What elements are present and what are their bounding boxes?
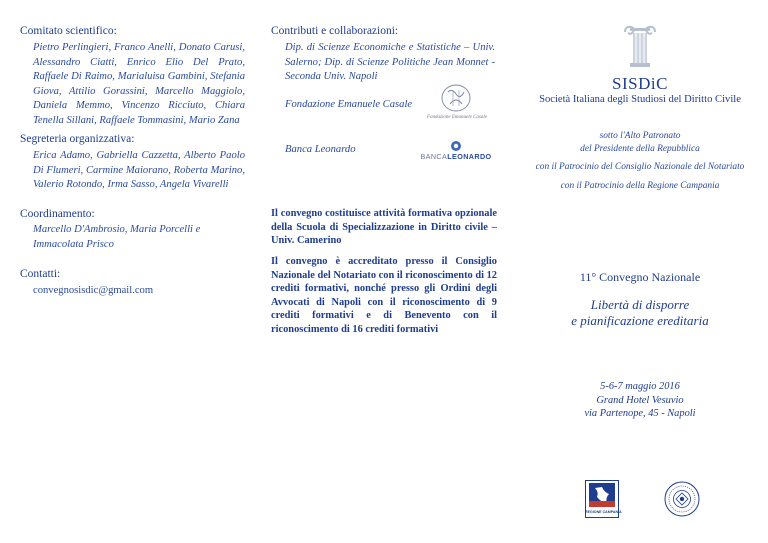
contributions-heading: Contributi e collaborazioni:: [271, 25, 399, 37]
conference-theme: [512, 297, 768, 328]
secretariat-members: Erica Adamo, Gabriella Cazzetta, Alberto Paolo Di Flumeri, Carmine Maiorano, Roberta Marino, Valerio Rotondo, Irma Sasso, Angela Vivarelli: [33, 150, 245, 191]
sisdic-logo: [621, 24, 659, 70]
university-departments: Dip. di Scienze Economiche e Statistiche – Univ. Salerno; Dip. di Scienze Politiche Jean Monnet - Seconda Univ. Napoli: [285, 42, 495, 83]
conference-title: 11° Convegno Nazionale: [579, 270, 701, 284]
middle-panel: [256, 0, 512, 543]
cover-panel: [512, 0, 768, 543]
accreditation-note: Il convegno è accreditato presso il Consiglio Nazionale del Notariato con il riconoscimento di 12 crediti formativi, nonché presso gli Ordini degli Avvocati di Napoli con il riconoscimento di 9 crediti formativi e di Benevento con il riconoscimento di 16 crediti formativi: [271, 256, 497, 335]
committee-heading: Comitato scientifico:: [20, 25, 117, 37]
society-name: Società Italiana degli Studiosi del Diritto Civile: [539, 94, 741, 105]
secretariat-heading: Segreteria organizzativa:: [20, 133, 135, 145]
event-details: [512, 380, 768, 421]
patronage-line-4: con il Patrocinio della Regione Campania: [560, 181, 720, 191]
contact-email[interactable]: convegnosisdic@gmail.com: [33, 285, 154, 296]
training-note: Il convegno costituisce attività formativa opzionale della Scuola di Specializzazione in Diritto civile – Univ. Camerino: [271, 208, 497, 247]
notary-seal-icon: [664, 481, 700, 517]
theme-line-2: e pianificazione ereditaria: [571, 312, 709, 328]
bank-logo-text: [416, 152, 496, 161]
foundation-logo-caption: Fondazione Emanuele Casale: [427, 115, 487, 120]
notariato-seal: [664, 481, 700, 517]
ionic-column-icon: [621, 24, 659, 70]
bank-emblem-icon: [450, 140, 462, 152]
patronage-line-2: del Presidente della Repubblica: [580, 144, 700, 154]
foundation-logo: [426, 82, 486, 124]
bank-name: Banca Leonardo: [285, 144, 356, 155]
bank-logo-word-1: BANCA: [420, 152, 448, 161]
patronage-line-1: sotto l'Alto Patronato: [599, 131, 681, 141]
coordination-heading: Coordinamento:: [20, 208, 95, 220]
event-date: 5-6-7 maggio 2016: [600, 381, 680, 392]
region-logo-caption: REGIONE CAMPANIA: [585, 510, 622, 514]
patronage-line-3: con il Patrocinio del Consiglio Nazionale del Notariato: [535, 162, 745, 172]
coordination-members: Marcello D'Ambrosio, Maria Porcelli e Immacolata Prisco: [33, 224, 201, 250]
regione-campania-logo: [585, 480, 622, 518]
committee-members: Pietro Perlingieri, Franco Anelli, Donato Carusi, Alessandro Ciatti, Enrico Elio Del Prato, Raffaele Di Raimo, Marialuisa Gambini, Stefania Giova, Attilio Gorassini, Marcello Maggiolo, Daniela Memmo, Vincenzo Ricciuto, Chiara Tenella Sillani, Raffaele Tommasini, Mario Zana: [33, 42, 245, 126]
foundation-name: Fondazione Emanuele Casale: [285, 99, 413, 110]
bank-logo-word-2: LEONARDO: [447, 152, 492, 161]
left-panel: [0, 0, 256, 543]
contacts-heading: Contatti:: [20, 268, 61, 280]
sisdic-acronym: SISDiC: [612, 74, 668, 93]
theme-line-1: Libertà di disporre: [590, 297, 690, 312]
event-address: via Partenope, 45 - Napoli: [584, 408, 696, 420]
bank-logo: [416, 140, 496, 164]
event-venue: Grand Hotel Vesuvio: [596, 394, 684, 406]
